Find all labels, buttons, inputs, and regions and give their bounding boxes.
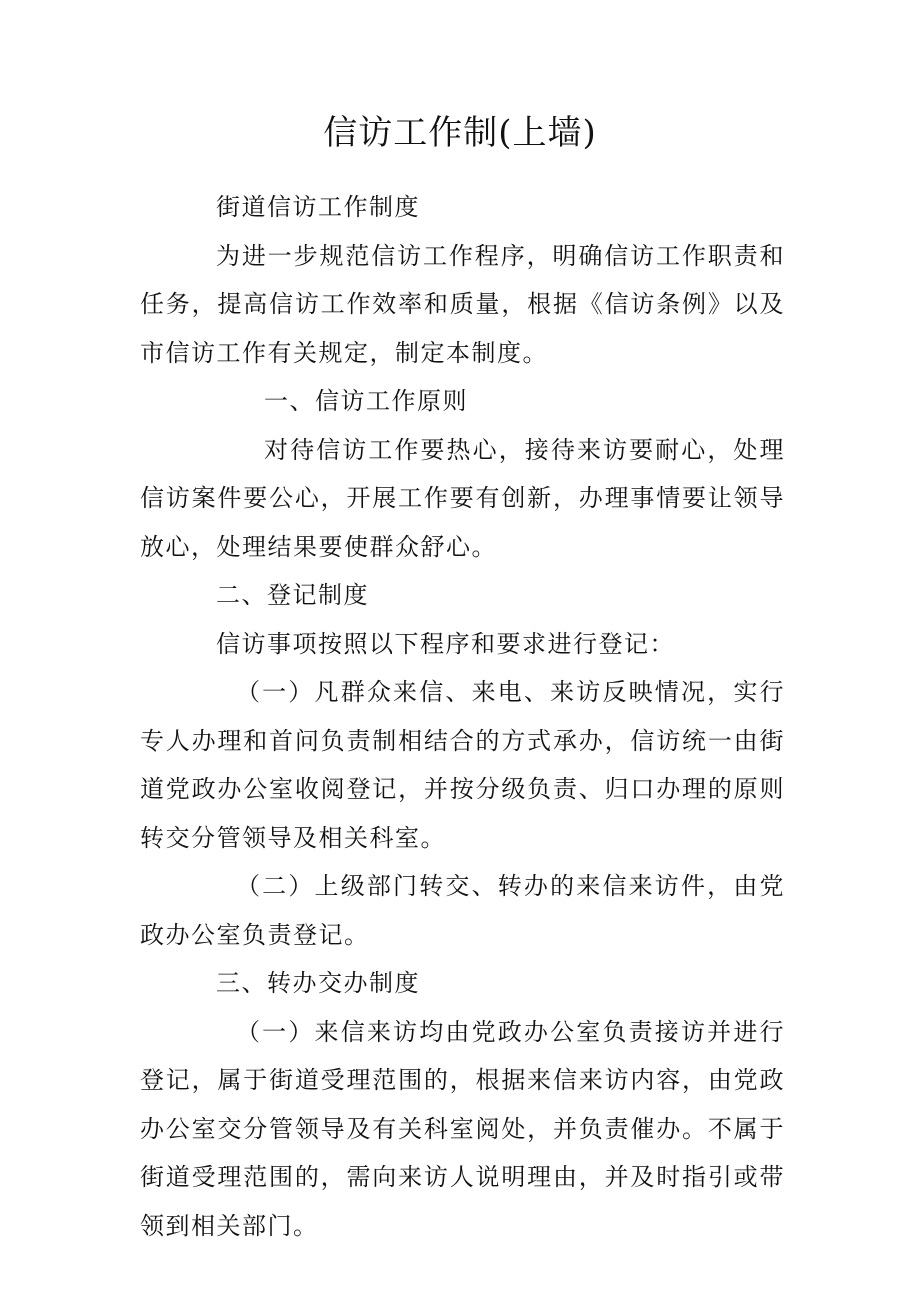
section2-item2: （二）上级部门转交、转办的来信来访件，由党政办公室负责登记。 xyxy=(140,872,785,949)
document-title: 信访工作制(上墙) xyxy=(323,113,597,153)
subtitle: 街道信访工作制度 xyxy=(216,193,420,221)
section2-item1: （一）凡群众来信、来电、来访反映情况，实行专人办理和首问负责制相结合的方式承办，信访统一由街道党政办公室收阅登记，并按分级负责、归口办理的原则转交分管领导及相关科室。 xyxy=(140,678,785,852)
section2-intro: 信访事项按照以下程序和要求进行登记： xyxy=(216,629,675,658)
section3-heading: 三、转办交办制度 xyxy=(216,969,420,997)
intro-paragraph: 为进一步规范信访工作程序，明确信访工作职责和任务，提高信访工作效率和质量，根据《信访条例》以及市信访工作有关规定，制定本制度。 xyxy=(140,241,785,367)
section2-heading: 二、登记制度 xyxy=(216,581,369,609)
document-body xyxy=(140,183,785,1250)
section3-item1: （一）来信来访均由党政办公室负责接访并进行登记，属于街道受理范围的，根据来信来访内容，由党政办公室交分管领导及有关科室阅处，并负责催办。不属于街道受理范围的，需向来访人说明理由，并及时指引或带领到相关部门。 xyxy=(140,1017,785,1240)
section1-paragraph: 对待信访工作要热心，接待来访要耐心，处理信访案件要公心，开展工作要有创新，办理事情要让领导放心，处理结果要使群众舒心。 xyxy=(140,435,785,561)
section1-heading: 一、信访工作原则 xyxy=(264,387,468,415)
